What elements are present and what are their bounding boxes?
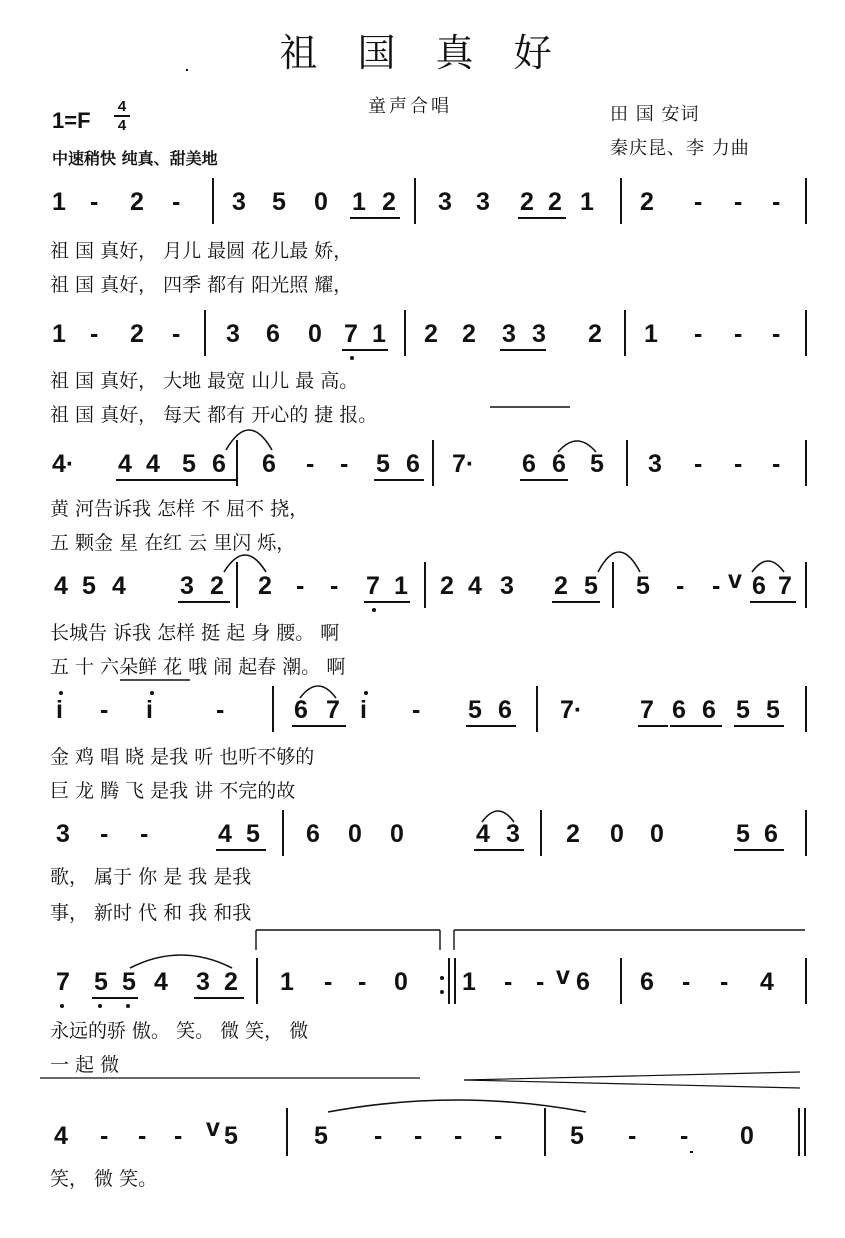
note: - — [628, 1122, 637, 1150]
note: 3 — [500, 572, 514, 600]
meter-denominator: 4 — [117, 117, 127, 134]
slur — [226, 430, 272, 450]
note: 7 — [326, 696, 340, 724]
note: - — [140, 820, 149, 848]
note: 1 — [52, 320, 66, 348]
note: 5 — [272, 188, 286, 216]
note: 2 — [130, 188, 144, 216]
note: - — [772, 320, 781, 348]
note: 4 — [476, 820, 490, 848]
lyric-line: 歌， 属于 你 是 我 是我 — [50, 866, 252, 888]
note: 6 — [752, 572, 766, 600]
note: 3 — [648, 450, 662, 478]
note: - — [172, 188, 181, 216]
note: 4 — [118, 450, 132, 478]
note: 3 — [502, 320, 516, 348]
note: 6 — [212, 450, 226, 478]
note: 4 — [112, 572, 126, 600]
note: 5 — [122, 968, 136, 996]
note: 1 — [644, 320, 658, 348]
note: 0 — [650, 820, 664, 848]
note: 7 — [778, 572, 792, 600]
slur — [752, 561, 784, 572]
note: 2 — [520, 188, 534, 216]
note: 5 — [246, 820, 260, 848]
note: - — [324, 968, 333, 996]
note: 5 — [468, 696, 482, 724]
slur — [130, 955, 232, 968]
note: 3 — [226, 320, 240, 348]
note: 4 — [146, 450, 160, 478]
note: - — [504, 968, 513, 996]
note: 5 — [94, 968, 108, 996]
lyric-line: 祖 国 真好， 每天 都有 开心的 捷 报。 — [50, 404, 378, 426]
note: 6 — [672, 696, 686, 724]
tempo-marking: 中速稍快 纯真、甜美地 — [52, 149, 218, 168]
note: 0 — [314, 188, 328, 216]
composer-credit: 秦庆昆、李 力曲 — [610, 138, 750, 159]
breath-mark: v — [728, 566, 742, 594]
hairpin — [464, 1080, 800, 1088]
note: 2 — [382, 188, 396, 216]
note: - — [174, 1122, 183, 1150]
note: - — [138, 1122, 147, 1150]
note: - — [694, 450, 703, 478]
note: - — [358, 968, 367, 996]
note: - — [412, 696, 421, 724]
note: 3 — [532, 320, 546, 348]
note: 2 — [554, 572, 568, 600]
slur — [482, 811, 514, 822]
note: 5 — [584, 572, 598, 600]
note: - — [682, 968, 691, 996]
note: 5 — [736, 820, 750, 848]
note: 2 — [424, 320, 438, 348]
slur — [328, 1100, 586, 1112]
note: - — [90, 320, 99, 348]
note: 4 — [468, 572, 482, 600]
note: 5 — [590, 450, 604, 478]
lyric-line: 五 颗金 星 在红 云 里闪 烁， — [50, 532, 296, 554]
breath-mark: v — [556, 962, 570, 990]
note: 4 — [54, 1122, 68, 1150]
slur — [224, 555, 266, 572]
note: 5 — [570, 1122, 584, 1150]
note: 6 — [552, 450, 566, 478]
note: 7 — [366, 572, 380, 600]
note: - — [330, 572, 339, 600]
note: 0 — [610, 820, 624, 848]
note: - — [694, 320, 703, 348]
note: 2 — [566, 820, 580, 848]
lyric-line: 事， 新时 代 和 我 和我 — [50, 902, 252, 924]
note: 0 — [394, 968, 408, 996]
note: - — [494, 1122, 503, 1150]
key-signature: 1=F — [52, 108, 91, 133]
meter-numerator: 4 — [117, 98, 127, 115]
lyricist-credit: 田 国 安词 — [610, 104, 700, 125]
lyric-line: 祖 国 真好， 大地 最宽 山儿 最 高。 — [50, 370, 359, 392]
note: 2 — [258, 572, 272, 600]
note: - — [296, 572, 305, 600]
note: - — [414, 1122, 423, 1150]
note: 4 — [154, 968, 168, 996]
note: 4 — [54, 572, 68, 600]
note: 4 — [218, 820, 232, 848]
note: 5 — [182, 450, 196, 478]
note: - — [100, 696, 109, 724]
note: 1 — [52, 188, 66, 216]
note: 6 — [522, 450, 536, 478]
page-title: 祖 国 真 好 — [279, 31, 566, 75]
note: 6 — [576, 968, 590, 996]
note: i — [360, 696, 367, 724]
note: - — [172, 320, 181, 348]
note: 6 — [406, 450, 420, 478]
note: 5 — [82, 572, 96, 600]
note: 5 — [376, 450, 390, 478]
note: 6 — [306, 820, 320, 848]
lyric-line: 金 鸡 唱 晓 是我 听 也听不够的 — [50, 746, 315, 768]
lyric-line: 五 十 六朵鲜 花 哦 闹 起春 潮。 啊 — [50, 656, 346, 678]
note: 2 — [462, 320, 476, 348]
note: 3 — [232, 188, 246, 216]
note: - — [694, 188, 703, 216]
note: - — [90, 188, 99, 216]
note: - — [216, 696, 225, 724]
note: - — [536, 968, 545, 996]
note: 2 — [130, 320, 144, 348]
note: - — [340, 450, 349, 478]
breath-mark: v — [206, 1114, 220, 1142]
hairpin — [464, 1072, 800, 1080]
note: 4· — [52, 450, 75, 478]
subtitle: 童声合唱 — [368, 96, 452, 117]
lyric-line: 一 起 微 — [50, 1054, 120, 1076]
note: 1 — [372, 320, 386, 348]
note: i — [56, 696, 63, 724]
note: 2 — [640, 188, 654, 216]
slur — [558, 441, 596, 452]
note: 2 — [224, 968, 238, 996]
note: 6 — [702, 696, 716, 724]
note: 6 — [498, 696, 512, 724]
note: 2 — [210, 572, 224, 600]
note: 1 — [462, 968, 476, 996]
note: - — [734, 188, 743, 216]
note: 0 — [308, 320, 322, 348]
note: 7· — [452, 450, 475, 478]
slur — [598, 552, 640, 572]
note: - — [772, 450, 781, 478]
note: 3 — [56, 820, 70, 848]
note: - — [374, 1122, 383, 1150]
note: 3 — [196, 968, 210, 996]
note: 3 — [180, 572, 194, 600]
note: - — [100, 1122, 109, 1150]
note: 0 — [740, 1122, 754, 1150]
note: 7 — [640, 696, 654, 724]
lyric-line: 永远的骄 傲。 笑。 微 笑， 微 — [50, 1020, 309, 1042]
note: 2 — [588, 320, 602, 348]
lyric-line: 祖 国 真好， 四季 都有 阳光照 耀， — [50, 274, 353, 296]
lyric-line: 巨 龙 腾 飞 是我 讲 不完的故 — [50, 780, 296, 802]
note: 3 — [506, 820, 520, 848]
note: 5 — [224, 1122, 238, 1150]
lyric-line: 笑， 微 笑。 — [50, 1168, 158, 1190]
note: - — [680, 1122, 689, 1150]
note: - — [734, 320, 743, 348]
note: 6 — [640, 968, 654, 996]
note: 1 — [580, 188, 594, 216]
note: - — [734, 450, 743, 478]
note: - — [772, 188, 781, 216]
lyric-line: 长城告 诉我 怎样 挺 起 身 腰。 啊 — [50, 622, 340, 644]
lyric-line: 祖 国 真好， 月儿 最圆 花儿最 娇， — [50, 240, 353, 262]
note: 0 — [348, 820, 362, 848]
note: 2 — [440, 572, 454, 600]
note: 1 — [394, 572, 408, 600]
note: i — [146, 696, 153, 724]
note: 5 — [736, 696, 750, 724]
note: 6 — [294, 696, 308, 724]
note: 5 — [314, 1122, 328, 1150]
note: 6 — [764, 820, 778, 848]
note: 4 — [760, 968, 774, 996]
note: - — [454, 1122, 463, 1150]
note: 2 — [548, 188, 562, 216]
note: 3 — [438, 188, 452, 216]
note: 7· — [560, 696, 583, 724]
note: 5 — [766, 696, 780, 724]
note: 1 — [280, 968, 294, 996]
note: 6 — [262, 450, 276, 478]
note: - — [712, 572, 721, 600]
note: 7 — [344, 320, 358, 348]
note: - — [100, 820, 109, 848]
note: 5 — [636, 572, 650, 600]
slur — [300, 686, 336, 698]
note: 6 — [266, 320, 280, 348]
note: - — [720, 968, 729, 996]
note: 0 — [390, 820, 404, 848]
lyric-line: 黄 河告诉我 怎样 不 屈不 挠， — [50, 498, 309, 520]
note: 7 — [56, 968, 70, 996]
note: 3 — [476, 188, 490, 216]
note: 1 — [352, 188, 366, 216]
note: - — [306, 450, 315, 478]
note: - — [676, 572, 685, 600]
